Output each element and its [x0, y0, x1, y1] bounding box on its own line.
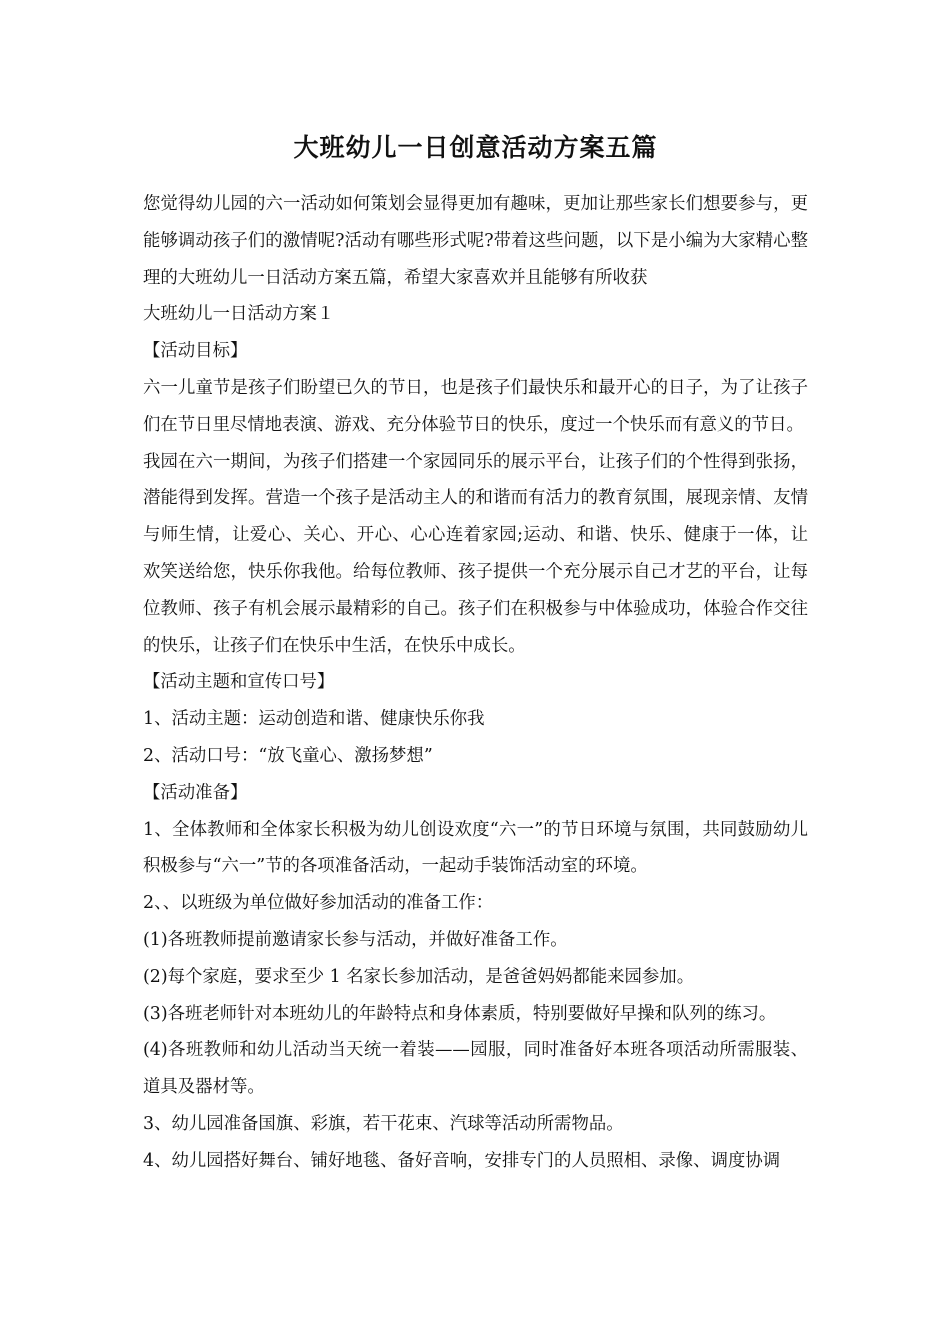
goals-paragraph: 六一儿童节是孩子们盼望已久的节日，也是孩子们最快乐和最开心的日子，为了让孩子们在节日里尽情地表演、游戏、充分体验节日的快乐，度过一个快乐而有意义的节日。 — [143, 377, 808, 435]
preparation-subitem-1: (1)各班教师提前邀请家长参与活动，并做好准备工作。 — [143, 929, 568, 950]
section-heading-preparation: 【活动准备】 — [143, 782, 248, 803]
document-body — [143, 128, 808, 1180]
preparation-subitem-3: (3)各班老师针对本班幼儿的年龄特点和身体素质，特别要做好早操和队列的练习。 — [143, 1003, 777, 1024]
goals-detail-paragraph: 我园在六一期间，为孩子们搭建一个家园同乐的展示平台，让孩子们的个性得到张扬，潜能得到发挥。营造一个孩子是活动主人的和谐而有活力的教育氛围，展现亲情、友情与师生情，让爱心、关心、开心、心心连着家园;运动、和谐、快乐、健康于一体，让欢笑送给您，快乐你我他。给每位教师、孩子提供一个充分展示自己才艺的平台，让每位教师、孩子有机会展示最精彩的自己。孩子们在积极参与中体验成功，体验合作交往的快乐，让孩子们在快乐中生活，在快乐中成长。 — [143, 451, 808, 656]
preparation-subitem-2: (2)每个家庭，要求至少 1 名家长参加活动，是爸爸妈妈都能来园参加。 — [143, 966, 695, 987]
theme-item: 1、活动主题：运动创造和谐、健康快乐你我 — [143, 709, 485, 730]
preparation-item-3: 3、幼儿园准备国旗、彩旗，若干花束、汽球等活动所需物品。 — [143, 1113, 624, 1134]
preparation-item-1: 1、全体教师和全体家长积极为幼儿创设欢度“六一”的节日环境与氛围，共同鼓励幼儿积极参与“六一”节的各项准备活动，一起动手装饰活动室的环境。 — [143, 819, 808, 877]
plan-heading: 大班幼儿一日活动方案１ — [143, 304, 335, 325]
section-heading-goals: 【活动目标】 — [143, 341, 248, 362]
preparation-item-2: 2、、以班级为单位做好参加活动的准备工作： — [143, 893, 494, 914]
preparation-item-4: 4、幼儿园搭好舞台、铺好地毯、备好音响，安排专门的人员照相、录像、调度协调 — [143, 1150, 781, 1171]
intro-paragraph: 您觉得幼儿园的六一活动如何策划会显得更加有趣味，更加让那些家长们想要参与，更能够调动孩子们的激情呢?活动有哪些形式呢?带着这些问题，以下是小编为大家精心整理的大班幼儿一日活动方案五篇，希望大家喜欢并且能够有所收获 — [143, 194, 808, 288]
section-heading-theme: 【活动主题和宣传口号】 — [143, 672, 335, 693]
slogan-item: 2、活动口号：“放飞童心、激扬梦想” — [143, 745, 433, 766]
preparation-subitem-4: (4)各班教师和幼儿活动当天统一着装——园服，同时准备好本班各项活动所需服装、道具及器材等。 — [143, 1040, 808, 1098]
document-title: 大班幼儿一日创意活动方案五篇 — [293, 133, 658, 162]
